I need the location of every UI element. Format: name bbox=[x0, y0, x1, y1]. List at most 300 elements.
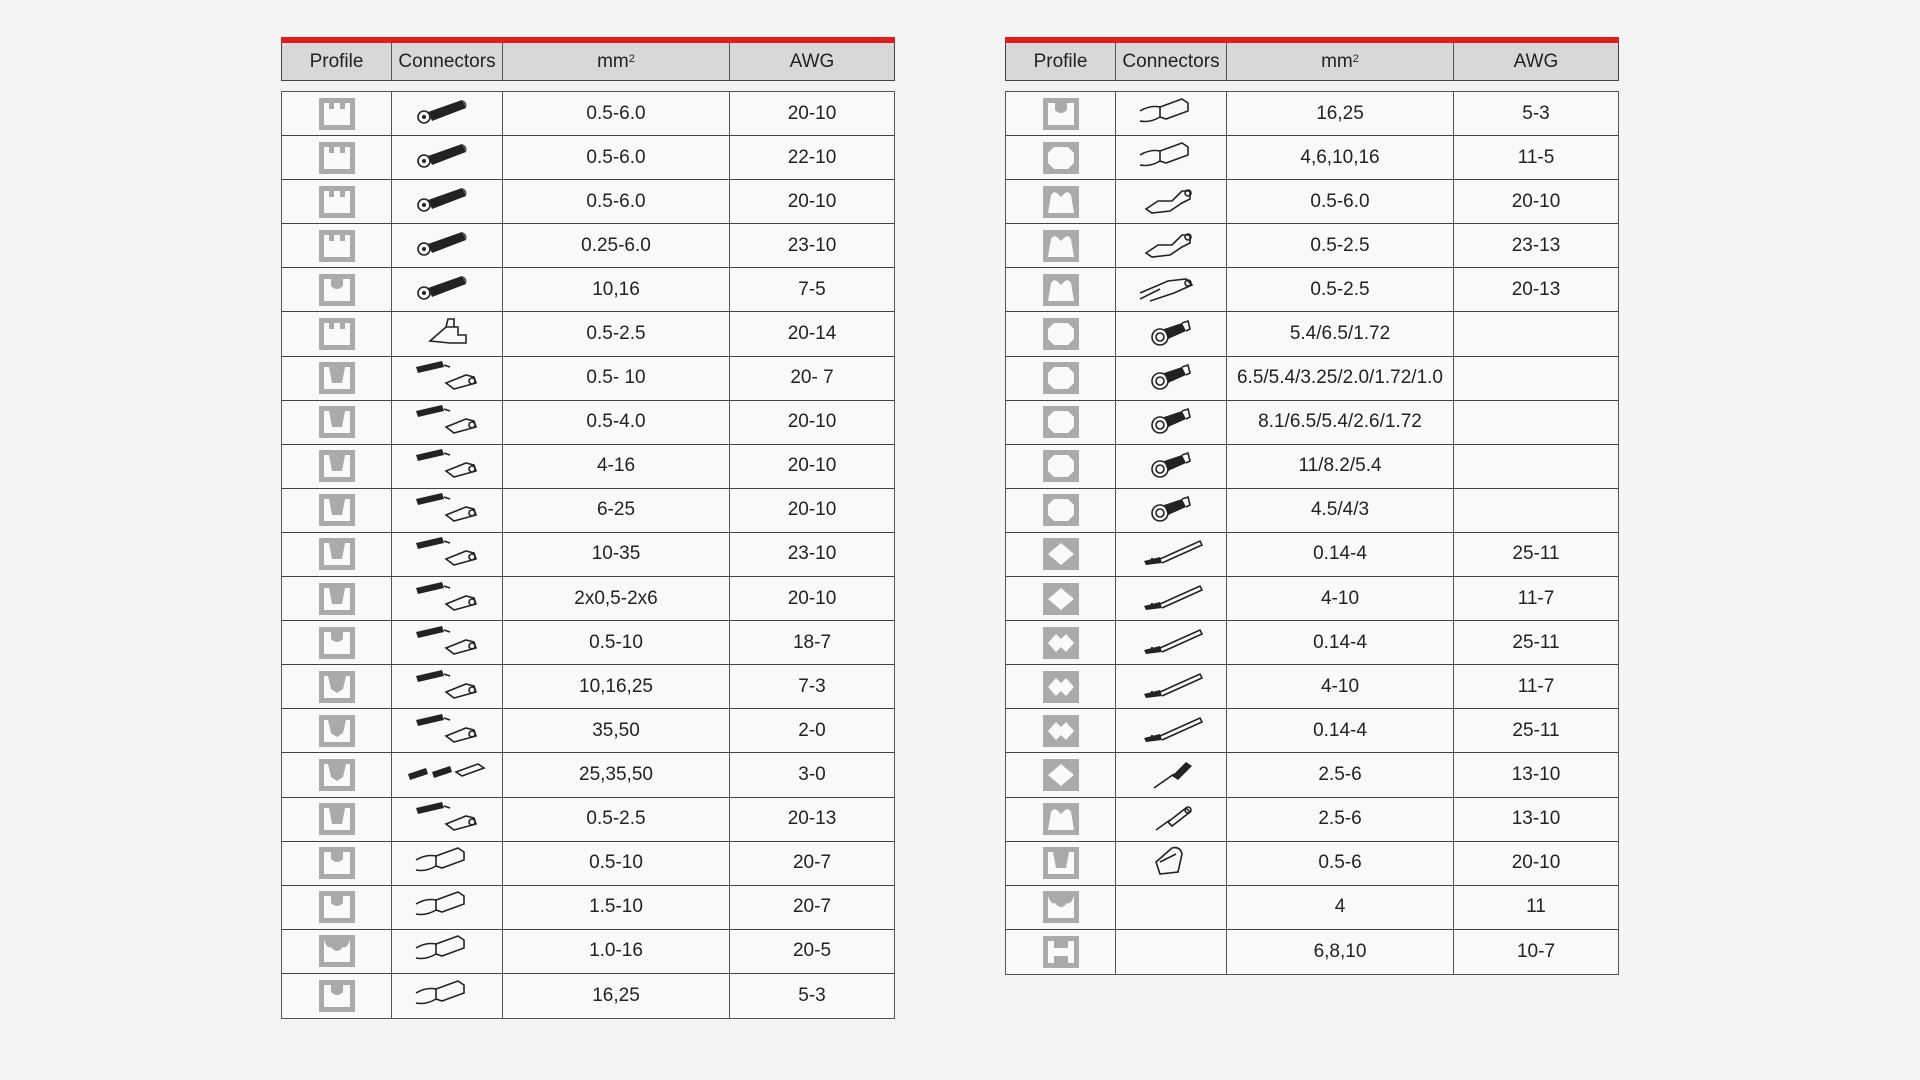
table-row bbox=[282, 886, 894, 930]
profile-cell bbox=[1006, 136, 1116, 179]
header-mm-superscript: 2 bbox=[1352, 52, 1359, 65]
open-barrel-icon bbox=[1130, 181, 1212, 223]
profile-m-shape-icon bbox=[1043, 230, 1079, 262]
awg-value: 13-10 bbox=[1511, 763, 1561, 785]
awg-value bbox=[1454, 401, 1618, 444]
table-row bbox=[1006, 798, 1618, 842]
mm2-value: 0.5-2.5 bbox=[503, 312, 730, 355]
profile-u-notch-icon bbox=[319, 230, 355, 262]
table-row bbox=[282, 798, 894, 842]
connector-cell bbox=[1116, 92, 1227, 135]
profile-trapezoid-icon bbox=[319, 406, 355, 438]
profile-cell bbox=[282, 268, 392, 311]
table-body bbox=[281, 91, 895, 1019]
table-row bbox=[1006, 753, 1618, 797]
awg-value: 23-13 bbox=[1511, 234, 1561, 256]
awg-value: 20- 7 bbox=[790, 367, 834, 389]
awg-value: 11 bbox=[1526, 896, 1546, 918]
table-row bbox=[1006, 886, 1618, 930]
table-row bbox=[1006, 577, 1618, 621]
header-connectors: Connectors bbox=[392, 43, 503, 80]
profile-cell bbox=[282, 665, 392, 708]
mm2-value: 8.1/6.5/5.4/2.6/1.72 bbox=[1227, 401, 1454, 444]
table-row bbox=[1006, 621, 1618, 665]
table-row bbox=[282, 92, 894, 136]
ferrule-icon bbox=[406, 798, 488, 840]
connector-cell bbox=[392, 665, 503, 708]
header-mm2 bbox=[503, 43, 730, 80]
profile-cell bbox=[1006, 621, 1116, 664]
crimp-table-right bbox=[1005, 37, 1619, 975]
profile-trapezoid-icon bbox=[319, 362, 355, 394]
mm2-value: 0.5-4.0 bbox=[503, 401, 730, 444]
profile-cell bbox=[282, 842, 392, 885]
mm2-value: 0.5-2.5 bbox=[503, 798, 730, 841]
profile-u-round-icon bbox=[319, 980, 355, 1012]
profile-hexagon-icon bbox=[1043, 450, 1079, 482]
table-row bbox=[1006, 224, 1618, 268]
awg-value: 11-7 bbox=[1517, 675, 1555, 697]
connector-cell bbox=[1116, 930, 1227, 974]
table-row bbox=[282, 489, 894, 533]
awg-value: 20-10 bbox=[787, 455, 837, 477]
profile-cell bbox=[1006, 357, 1116, 400]
table-row bbox=[1006, 489, 1618, 533]
table-row bbox=[282, 312, 894, 356]
pin-contact-icon bbox=[1130, 533, 1212, 575]
profile-trapezoid-icon bbox=[319, 494, 355, 526]
coax-connector-icon bbox=[1130, 489, 1212, 531]
table-row bbox=[1006, 445, 1618, 489]
ring-terminal-icon bbox=[406, 269, 488, 311]
mm2-value: 0.5-6.0 bbox=[503, 136, 730, 179]
ring-terminal-icon bbox=[406, 93, 488, 135]
coax-connector-icon bbox=[1130, 357, 1212, 399]
profile-u-notch-icon bbox=[319, 98, 355, 130]
turned-pin-icon bbox=[1130, 754, 1212, 796]
header-mm-label: mm bbox=[1321, 50, 1353, 72]
awg-value: 7-3 bbox=[798, 675, 826, 697]
mm2-value: 0.14-4 bbox=[1227, 709, 1454, 752]
table-row bbox=[1006, 268, 1618, 312]
table-row bbox=[1006, 357, 1618, 401]
profile-cell bbox=[1006, 753, 1116, 796]
profile-cell bbox=[282, 930, 392, 973]
profile-cell bbox=[1006, 798, 1116, 841]
connector-cell bbox=[1116, 621, 1227, 664]
profile-cell bbox=[1006, 180, 1116, 223]
ferrule-icon bbox=[406, 622, 488, 664]
profile-u-round-icon bbox=[319, 891, 355, 923]
profile-w-notch-icon bbox=[319, 715, 355, 747]
awg-value: 20-10 bbox=[787, 499, 837, 521]
awg-value: 25-11 bbox=[1512, 719, 1560, 741]
profile-cell bbox=[282, 577, 392, 620]
mm2-value: 11/8.2/5.4 bbox=[1227, 445, 1454, 488]
ferrule-icon bbox=[406, 357, 488, 399]
connector-cell bbox=[392, 445, 503, 488]
pin-contact-icon bbox=[1130, 710, 1212, 752]
profile-cell bbox=[282, 224, 392, 267]
mm2-value: 4-10 bbox=[1227, 665, 1454, 708]
pin-contact-icon bbox=[1130, 622, 1212, 664]
mm2-value: 1.5-10 bbox=[503, 886, 730, 929]
profile-double-diamond-icon bbox=[1043, 627, 1079, 659]
profile-cell bbox=[1006, 709, 1116, 752]
mm2-value: 0.5-2.5 bbox=[1227, 224, 1454, 267]
fork-terminal-icon bbox=[406, 842, 488, 884]
mm2-value: 0.14-4 bbox=[1227, 533, 1454, 576]
awg-value: 20-10 bbox=[787, 411, 837, 433]
table-row bbox=[282, 974, 894, 1018]
table-row bbox=[1006, 665, 1618, 709]
awg-value: 18-7 bbox=[792, 631, 832, 653]
profile-u-notch-icon bbox=[319, 186, 355, 218]
profile-cell bbox=[282, 621, 392, 664]
turned-pin-short-icon bbox=[1130, 798, 1212, 840]
profile-hexagon-icon bbox=[1043, 406, 1079, 438]
mm2-value: 0.5-6.0 bbox=[503, 180, 730, 223]
profile-cell bbox=[282, 92, 392, 135]
fork-terminal-icon bbox=[1130, 137, 1212, 179]
open-barrel-long-icon bbox=[1130, 269, 1212, 311]
profile-cell bbox=[1006, 533, 1116, 576]
connector-cell bbox=[1116, 136, 1227, 179]
table-row bbox=[282, 445, 894, 489]
mm2-value: 0.25-6.0 bbox=[503, 224, 730, 267]
mm2-value: 5.4/6.5/1.72 bbox=[1227, 312, 1454, 355]
table-row bbox=[282, 753, 894, 797]
awg-value bbox=[1454, 489, 1618, 532]
profile-cell bbox=[282, 136, 392, 179]
profile-u-round-icon bbox=[319, 274, 355, 306]
profile-cell bbox=[1006, 842, 1116, 885]
connector-cell bbox=[1116, 709, 1227, 752]
table-row bbox=[1006, 533, 1618, 577]
profile-u-round-icon bbox=[319, 847, 355, 879]
table-row bbox=[1006, 180, 1618, 224]
profile-cell bbox=[1006, 92, 1116, 135]
profile-m-shape-icon bbox=[1043, 803, 1079, 835]
mm2-value: 10,16 bbox=[503, 268, 730, 311]
connector-cell bbox=[392, 224, 503, 267]
profile-u-round-icon bbox=[1043, 98, 1079, 130]
profile-u-wave-icon bbox=[319, 935, 355, 967]
fork-terminal-icon bbox=[406, 886, 488, 928]
awg-value: 20-14 bbox=[787, 323, 837, 345]
awg-value: 25-11 bbox=[1512, 543, 1560, 565]
header-profile: Profile bbox=[1006, 43, 1116, 80]
connector-cell bbox=[392, 842, 503, 885]
mm2-value: 6.5/5.4/3.25/2.0/1.72/1.0 bbox=[1227, 357, 1454, 400]
connector-cell bbox=[1116, 886, 1227, 929]
profile-u-wave-icon bbox=[1043, 891, 1079, 923]
pin-contact-icon bbox=[1130, 578, 1212, 620]
table-row bbox=[282, 930, 894, 974]
connector-cell bbox=[392, 357, 503, 400]
profile-trapezoid-icon bbox=[319, 538, 355, 570]
connector-cell bbox=[392, 753, 503, 796]
end-cap-icon bbox=[1130, 842, 1212, 884]
awg-value: 11-7 bbox=[1517, 587, 1555, 609]
profile-cell bbox=[1006, 401, 1116, 444]
profile-trapezoid-icon bbox=[319, 583, 355, 615]
awg-value: 25-11 bbox=[1512, 631, 1560, 653]
profile-cell bbox=[282, 886, 392, 929]
connector-cell bbox=[392, 709, 503, 752]
awg-value: 20-7 bbox=[792, 852, 832, 874]
mm2-value: 4,6,10,16 bbox=[1227, 136, 1454, 179]
profile-cell bbox=[282, 312, 392, 355]
header-awg: AWG bbox=[1513, 50, 1559, 72]
profile-cell bbox=[282, 445, 392, 488]
profile-h-notch-icon bbox=[1043, 936, 1079, 968]
awg-value: 20-10 bbox=[787, 102, 837, 124]
ferrule-icon bbox=[406, 489, 488, 531]
fork-terminal-icon bbox=[406, 930, 488, 972]
mm2-value: 0.5-6.0 bbox=[503, 92, 730, 135]
connector-cell bbox=[392, 268, 503, 311]
table-row bbox=[282, 577, 894, 621]
table-row bbox=[1006, 401, 1618, 445]
profile-trapezoid-icon bbox=[319, 450, 355, 482]
table-row bbox=[282, 665, 894, 709]
awg-value: 13-10 bbox=[1511, 808, 1561, 830]
profile-trapezoid-icon bbox=[1043, 847, 1079, 879]
mm2-value: 10-35 bbox=[503, 533, 730, 576]
awg-value: 20-10 bbox=[787, 587, 837, 609]
mm2-value: 10,16,25 bbox=[503, 665, 730, 708]
profile-cell bbox=[282, 753, 392, 796]
awg-value: 5-3 bbox=[798, 984, 826, 1006]
table-header bbox=[281, 43, 895, 81]
connector-cell bbox=[1116, 224, 1227, 267]
connector-cell bbox=[392, 92, 503, 135]
crimp-table-left bbox=[281, 37, 895, 1019]
awg-value: 20-10 bbox=[787, 190, 837, 212]
mm2-value: 16,25 bbox=[1227, 92, 1454, 135]
coax-connector-icon bbox=[1130, 313, 1212, 355]
profile-cell bbox=[1006, 489, 1116, 532]
profile-cell bbox=[282, 798, 392, 841]
profile-diamond-icon bbox=[1043, 538, 1079, 570]
table-row bbox=[1006, 312, 1618, 356]
profile-diamond-icon bbox=[1043, 759, 1079, 791]
profile-u-notch-icon bbox=[319, 318, 355, 350]
awg-value: 11-5 bbox=[1517, 146, 1555, 168]
profile-w-notch-icon bbox=[319, 759, 355, 791]
table-row bbox=[282, 136, 894, 180]
profile-u-notch-icon bbox=[319, 142, 355, 174]
table-row bbox=[282, 709, 894, 753]
profile-double-diamond-icon bbox=[1043, 715, 1079, 747]
table-row bbox=[282, 401, 894, 445]
connector-cell bbox=[392, 312, 503, 355]
connector-cell bbox=[1116, 577, 1227, 620]
header-connectors: Connectors bbox=[1116, 43, 1227, 80]
connector-cell bbox=[392, 577, 503, 620]
profile-diamond-icon bbox=[1043, 583, 1079, 615]
profile-cell bbox=[1006, 268, 1116, 311]
fork-terminal-icon bbox=[406, 975, 488, 1017]
connector-cell bbox=[392, 930, 503, 973]
connector-cell bbox=[1116, 533, 1227, 576]
mm2-value: 0.5-10 bbox=[503, 621, 730, 664]
flag-terminal-icon bbox=[406, 313, 488, 355]
ferrule-icon bbox=[406, 666, 488, 708]
table-row bbox=[282, 533, 894, 577]
awg-value: 20-13 bbox=[787, 808, 837, 830]
mm2-value: 4-16 bbox=[503, 445, 730, 488]
fork-terminal-icon bbox=[1130, 93, 1212, 135]
connector-cell bbox=[1116, 842, 1227, 885]
ferrule-icon bbox=[406, 578, 488, 620]
connector-cell bbox=[392, 798, 503, 841]
awg-value: 23-10 bbox=[787, 234, 837, 256]
table-row bbox=[282, 842, 894, 886]
connector-cell bbox=[392, 136, 503, 179]
connector-cell bbox=[1116, 798, 1227, 841]
ferrule-icon bbox=[406, 445, 488, 487]
mm2-value: 6-25 bbox=[503, 489, 730, 532]
profile-w-notch-icon bbox=[319, 671, 355, 703]
table-row bbox=[1006, 930, 1618, 974]
header-mm-superscript: 2 bbox=[628, 52, 635, 65]
connector-cell bbox=[392, 974, 503, 1018]
table-row bbox=[282, 621, 894, 665]
connector-cell bbox=[1116, 357, 1227, 400]
pin-contact-icon bbox=[1130, 666, 1212, 708]
mm2-value: 0.5-6 bbox=[1227, 842, 1454, 885]
profile-hexagon-icon bbox=[1043, 494, 1079, 526]
profile-hexagon-icon bbox=[1043, 362, 1079, 394]
table-header bbox=[1005, 43, 1619, 81]
mm2-value: 2x0,5-2x6 bbox=[503, 577, 730, 620]
butt-ferrule-icon bbox=[406, 754, 488, 796]
connector-cell bbox=[1116, 401, 1227, 444]
awg-value: 22-10 bbox=[787, 146, 837, 168]
profile-hexagon-icon bbox=[1043, 318, 1079, 350]
awg-value: 23-10 bbox=[787, 543, 837, 565]
mm2-value: 2.5-6 bbox=[1227, 753, 1454, 796]
awg-value: 3-0 bbox=[798, 763, 826, 785]
ferrule-icon bbox=[406, 710, 488, 752]
connector-cell bbox=[1116, 753, 1227, 796]
table-row bbox=[282, 224, 894, 268]
header-profile: Profile bbox=[282, 43, 392, 80]
connector-cell bbox=[392, 180, 503, 223]
mm2-value: 0.5-2.5 bbox=[1227, 268, 1454, 311]
profile-m-shape-icon bbox=[1043, 274, 1079, 306]
connector-cell bbox=[1116, 180, 1227, 223]
connector-cell bbox=[1116, 445, 1227, 488]
profile-trapezoid-icon bbox=[319, 803, 355, 835]
awg-value: 20-10 bbox=[1511, 190, 1561, 212]
ring-terminal-icon bbox=[406, 225, 488, 267]
mm2-value: 4.5/4/3 bbox=[1227, 489, 1454, 532]
connector-cell bbox=[392, 401, 503, 444]
ferrule-icon bbox=[406, 401, 488, 443]
ferrule-icon bbox=[406, 533, 488, 575]
profile-double-diamond-icon bbox=[1043, 671, 1079, 703]
profile-cell bbox=[282, 974, 392, 1018]
connector-cell bbox=[1116, 489, 1227, 532]
profile-cell bbox=[1006, 886, 1116, 929]
profile-cell bbox=[282, 180, 392, 223]
coax-connector-icon bbox=[1130, 401, 1212, 443]
profile-cell bbox=[1006, 577, 1116, 620]
table-row bbox=[1006, 92, 1618, 136]
table-row bbox=[282, 268, 894, 312]
connector-cell bbox=[392, 489, 503, 532]
header-mm-label: mm bbox=[597, 50, 629, 72]
awg-value: 20-7 bbox=[792, 896, 832, 918]
profile-cell bbox=[1006, 224, 1116, 267]
profile-cell bbox=[1006, 930, 1116, 974]
ring-terminal-icon bbox=[406, 137, 488, 179]
profile-cell bbox=[282, 489, 392, 532]
connector-cell bbox=[392, 621, 503, 664]
awg-value: 20-13 bbox=[1511, 278, 1561, 300]
coax-connector-icon bbox=[1130, 445, 1212, 487]
awg-value: 2-0 bbox=[798, 719, 826, 741]
mm2-value: 0.14-4 bbox=[1227, 621, 1454, 664]
mm2-value: 35,50 bbox=[503, 709, 730, 752]
profile-cell bbox=[282, 357, 392, 400]
profile-cell bbox=[282, 533, 392, 576]
awg-value: 5-3 bbox=[1522, 102, 1550, 124]
table-body bbox=[1005, 91, 1619, 975]
connector-cell bbox=[392, 886, 503, 929]
connector-cell bbox=[1116, 312, 1227, 355]
connector-cell bbox=[1116, 665, 1227, 708]
awg-value bbox=[1454, 445, 1618, 488]
awg-value: 20-10 bbox=[1511, 852, 1561, 874]
awg-value: 20-5 bbox=[792, 940, 832, 962]
connector-cell bbox=[1116, 268, 1227, 311]
mm2-value: 0.5- 10 bbox=[503, 357, 730, 400]
header-awg: AWG bbox=[789, 50, 835, 72]
ring-terminal-icon bbox=[406, 181, 488, 223]
profile-hexagon-icon bbox=[1043, 142, 1079, 174]
mm2-value: 0.5-10 bbox=[503, 842, 730, 885]
mm2-value: 4 bbox=[1227, 886, 1454, 929]
table-row bbox=[282, 180, 894, 224]
open-barrel-icon bbox=[1130, 225, 1212, 267]
mm2-value: 0.5-6.0 bbox=[1227, 180, 1454, 223]
profile-cell bbox=[1006, 312, 1116, 355]
table-row bbox=[1006, 136, 1618, 180]
mm2-value: 16,25 bbox=[503, 974, 730, 1018]
table-row bbox=[282, 357, 894, 401]
mm2-value: 6,8,10 bbox=[1227, 930, 1454, 974]
connector-cell bbox=[392, 533, 503, 576]
profile-cell bbox=[1006, 665, 1116, 708]
profile-u-round-icon bbox=[319, 627, 355, 659]
profile-cell bbox=[1006, 445, 1116, 488]
awg-value: 7-5 bbox=[798, 278, 826, 300]
profile-cell bbox=[282, 401, 392, 444]
profile-cell bbox=[282, 709, 392, 752]
awg-value: 10-7 bbox=[1516, 940, 1556, 962]
table-row bbox=[1006, 709, 1618, 753]
mm2-value: 25,35,50 bbox=[503, 753, 730, 796]
mm2-value: 1.0-16 bbox=[503, 930, 730, 973]
header-mm2 bbox=[1227, 43, 1454, 80]
table-row bbox=[1006, 842, 1618, 886]
awg-value bbox=[1454, 312, 1618, 355]
mm2-value: 2.5-6 bbox=[1227, 798, 1454, 841]
